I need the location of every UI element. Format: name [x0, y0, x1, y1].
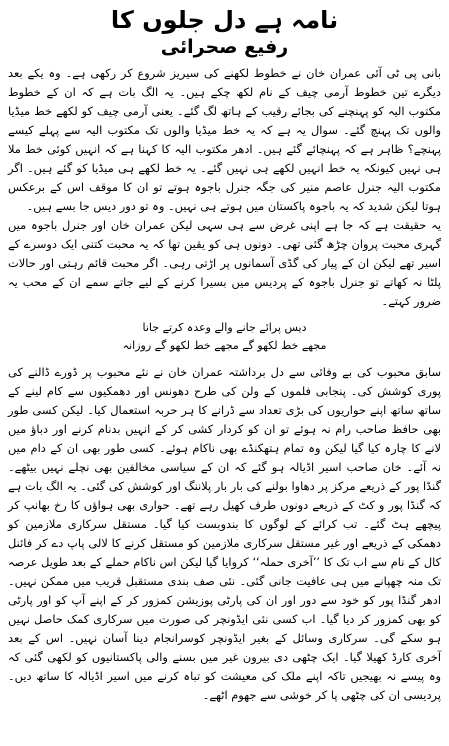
poem-line-2: مجھے خط لکھو گے مجھے خط لکھو گے روزانہ [122, 339, 327, 352]
paragraph-2: یہ حقیقت ہے کہ جا ہے اپنی غرض سے ہی سہی لیکن عمران خان اور جنرل باجوہ میں گہری محبت پروان چڑھ گئی تھی۔ دونوں ہی کو یقین تھا کہ یہ محبت کتنی ایک دوسرے کے اسیر تھے لیکن ان کے پیار کی گڈی آسمانوں پر اڑتی رہی۔ اگر محبت قائم رہتی اور حالات پلٹا نہ کھاتے تو جنرل باجوہ کے پردیس میں بسیرا کرنے کے لیے جاتے سمے ان کے محب یہ ضرور کہتے۔ [8, 218, 441, 308]
author-name: رفیع صحرائی [160, 36, 289, 58]
poem-verse [8, 319, 441, 355]
article-title: نامہ ہے دل جلوں کا [110, 6, 339, 34]
paragraph-1: بانی پی ٹی آئی عمران خان نے خطوط لکھنے کی سیریز شروع کر رکھی ہے۔ وہ یکے بعد دیگرے تین خطوط آرمی چیف کے نام لکھ چکے ہیں۔ یہ الگ بات ہے کہ ان کے خطوط مکتوب الیہ کو پہنچنے کی بجائے رقیب کے ہاتھ لگ گئے۔ یعنی آرمی چیف کو لکھے خط میڈیا والوں تک پہنچ گئے۔ سوال یہ ہے کہ یہ خط میڈیا والوں تک مکتوب الیہ سے پہلے کیسے پہنچے؟ ظاہر ہے کہ پہنچائے گئے ہیں۔ ادھر مکتوب الیہ کا کہنا ہے کہ انہیں کوئی خط ملا ہی نہیں کیونکہ یہ خط انہیں لکھے ہی نہیں گئے۔ یہ خط لکھے ہی میڈیا کو گئے ہیں۔ اگر مکتوب الیہ جنرل عاصم منیر کی جگہ جنرل باجوہ ہوتے تو ان کا موقف اس کے برعکس ہوتا لیکن شدید کہ یہ باجوہ پاکستان میں ہوتے ہی نہیں۔ وہ تو دور دیس جا بسے ہیں۔ [8, 66, 441, 213]
poem-line-1: دیس پرائے جانے والے وعدہ کرتے جانا [142, 321, 307, 334]
paragraph-3: سابق محبوب کی بے وفائی سے دل برداشتہ عمران خان نے نئے محبوب پر ڈورے ڈالنے کی پوری کوشش کی۔ پنجابی فلموں کے ولن کی طرح دھونس اور دھمکیوں سے کام لینے کے ساتھ ساتھ اپنے حواریوں کی بڑی تعداد سے ڈرانے کا ہر حربہ استعمال کیا۔ لیکن کسی طور بھی حافظ صاحب رام نہ ہوئے تو ان کو کردار کشی کر کے انہیں بدنام کرنے اور دباؤ میں لانے کا چارہ کیا گیا لیکن وہ تمام ہتھکنڈے بھی ناکام ہوئے۔ کسی طور بھی ان کے دام میں نہ آئے۔ خان صاحب اسیر اڈیالہ ہو گئے کہ ان کے سیاسی مخالفین بھی نچلے نہیں بیٹھے۔ گنڈا پور کے ذریعے مرکز پر دھاوا بولنے کی بار بار پلاننگ اور کوشش کی گئی۔ یہ الگ بات ہے کہ گنڈا پور و کٹ کے ذریعے دونوں طرف کھیل رہے تھے۔ حواری بھی ہواؤں کا رخ بھانپ کر پیچھے ہٹ گئے۔ تب کرائے کے لوگوں کا بندوبست کیا گیا۔ مستقل سرکاری ملازمین کو دھمکی کے ذریعے اور غیر مستقل سرکاری ملازمین کو مستقل کرنے کا لالی پاپ دے کر فائنل کال کے نام سے اب تک کا ’’آخری حملہ‘‘ کروایا گیا لیکن اس ناکام حملے کے بعد طویل عرصہ تک منہ چھپانے میں ہی عافیت جانی گئی۔ نئی صف بندی مستقبل قریب میں ممکن نہیں۔ ادھر گنڈا پور کو خود سے دور اور ان کی پارٹی پوزیشن کمزور کر کے اپنے آپ کو اور پارٹی کو بھی کمزور کر دیا گیا۔ اب کسی نئی ایڈونچر کی صورت میں سرکاری کمک حاصل نہیں ہو سکے گی۔ سرکاری وسائل کے بغیر ایڈونچر کوسرانجام دینا آسان نہیں۔ اس کے بعد آخری کارڈ کھیلا گیا۔ ایک چٹھی دی بیرون غیر میں بسنے والی پاکستانیوں کو لکھی گئی کہ وہ پیسے نہ بھیجیں تاکہ اپنے ملک کی معیشت کو تباہ کرنے میں اسیر اڈیالہ کا ساتھ دیں۔ پردیسی ان کی چٹھی پا کر خوشی سے جھوم اٹھے۔ [8, 365, 441, 702]
